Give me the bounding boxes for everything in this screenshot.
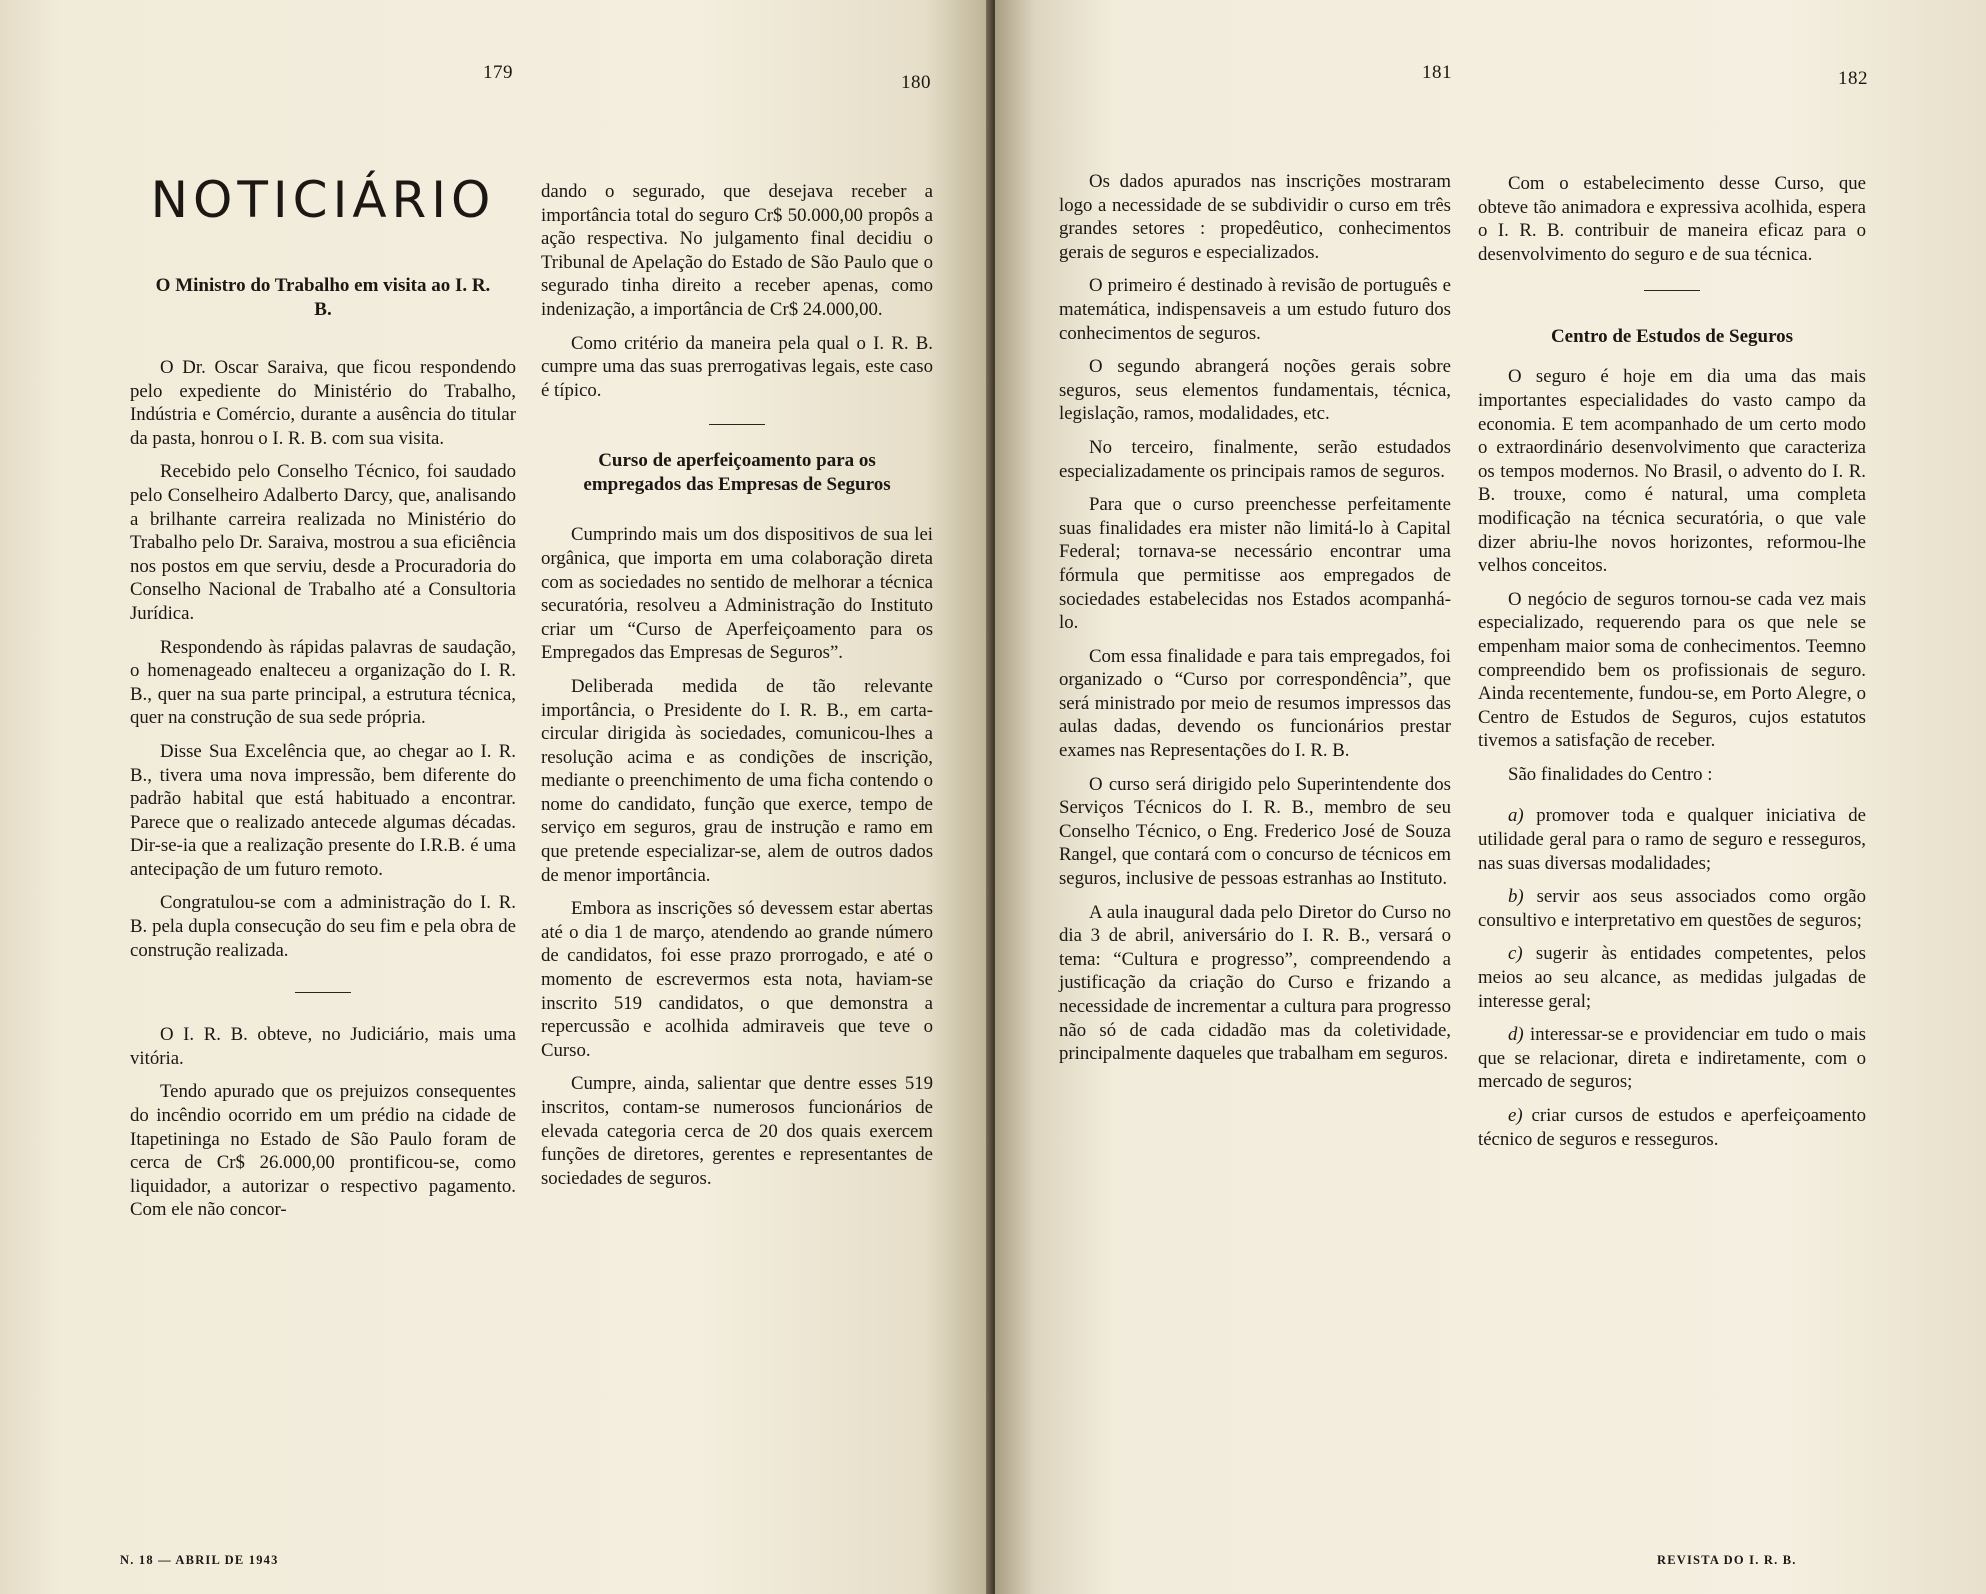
- page-number-180: 180: [901, 72, 931, 93]
- list-item: [1478, 804, 1866, 875]
- list-item-letter: a): [1508, 805, 1524, 827]
- separator-rule: [709, 424, 765, 425]
- list-item-letter: b): [1508, 886, 1524, 908]
- column-2: [541, 180, 933, 1200]
- paragraph: Cumprindo mais um dos dispositivos de sua lei orgânica, que importa em uma colaboração direta com as sociedades no sentido de melhorar a técnica securatória, resolveu a Administração do Instituto criar um “Curso de Aperfeiçoamento para os Empregados das Empresas de Seguros”.: [541, 524, 933, 664]
- paragraph: Como critério da maneira pela qual o I. R. B. cumpre uma das suas prerrogativas legais, este caso é típico.: [541, 332, 933, 401]
- column-1: [130, 172, 516, 1232]
- list-item-text: promover toda e qualquer iniciativa de utilidade geral para o ramo de seguro e resseguros, nas suas diversas modalidades;: [1478, 805, 1866, 874]
- right-page: [995, 0, 1986, 1594]
- list-item-text: sugerir às entidades competentes, pelos meios ao seu alcance, as medidas julgadas de interesse geral;: [1478, 943, 1866, 1012]
- separator-rule: [1644, 290, 1700, 291]
- page-number-182: 182: [1838, 68, 1868, 89]
- paragraph: Tendo apurado que os prejuizos consequentes do incêndio ocorrido em um prédio na cidade de Itapetininga no Estado de São Paulo foram de cerca de Cr$ 26.000,00 prontificou-se, como liquidador, a autorizar o respectivo pagamento. Com ele não concor-: [130, 1081, 516, 1221]
- column-3: [1059, 170, 1451, 1076]
- list-item: [1478, 1023, 1866, 1094]
- paragraph: Embora as inscrições só devessem estar abertas até o dia 1 de março, atendendo ao grande número de candidatos, foi esse prazo prorrogado, e até o momento de escrevermos esta nota, haviam-se inscrito 519 candidatos, o que demonstra a repercussão e acolhida admiraveis que teve o Curso.: [541, 898, 933, 1061]
- footer-journal: REVISTA DO I. R. B.: [1657, 1553, 1797, 1567]
- paragraph: Congratulou-se com a administração do I. R. B. pela dupla consecução do seu fim e pela obra de construção realizada.: [130, 892, 516, 961]
- section-title-ministro: O Ministro do Trabalho em visita ao I. R. B.: [155, 275, 491, 320]
- column-4: [1478, 172, 1866, 1161]
- page-number-179: 179: [483, 62, 513, 83]
- list-item-letter: d): [1508, 1024, 1524, 1046]
- paragraph: O negócio de seguros tornou-se cada vez mais especializado, requerendo para os que nele se empenham maior soma de conhecimentos. Teemno compreendido bem os profissionais de seguro. Ainda recentemente, fundou-se, em Porto Alegre, o Centro de Estudos de Seguros, cujos estatutos tivemos a satisfação de receber.: [1478, 588, 1866, 752]
- page-number-181: 181: [1422, 62, 1452, 83]
- paragraph: O segundo abrangerá noções gerais sobre seguros, seus elementos fundamentais, técnica, legislação, ramos, modalidades, etc.: [1059, 356, 1451, 425]
- paragraph: Com o estabelecimento desse Curso, que obteve tão animadora e expressiva acolhida, espera o I. R. B. contribuir de maneira eficaz para o desenvolvimento do seguro e de sua técnica.: [1478, 173, 1866, 265]
- section-title-curso: Curso de aperfeiçoamento para os empregados das Empresas de Seguros: [583, 450, 891, 496]
- paragraph: Cumpre, ainda, salientar que dentre esses 519 inscritos, contam-se numerosos funcionários de elevada categoria cerca de 20 dos quais exercem funções de diretores, gerentes e representantes de sociedades de seguros.: [541, 1073, 933, 1189]
- paragraph: Recebido pelo Conselho Técnico, foi saudado pelo Conselheiro Adalberto Darcy, que, analisando a brilhante carreira realizada no Ministério do Trabalho pelo Dr. Saraiva, mostrou a sua eficiência nos postos em que serviu, desde a Procuradoria do Conselho Nacional de Trabalho até a Consultoria Jurídica.: [130, 461, 516, 624]
- footer-issue: N. 18 — ABRIL DE 1943: [120, 1553, 279, 1567]
- list-item-text: interessar-se e providenciar em tudo o mais que se relacionar, direta e indiretamente, com o mercado de seguros;: [1478, 1024, 1866, 1093]
- list-item-text: criar cursos de estudos e aperfeiçoamento técnico de seguros e resseguros.: [1478, 1105, 1866, 1150]
- paragraph: O I. R. B. obteve, no Judiciário, mais uma vitória.: [130, 1024, 516, 1069]
- paragraph: O Dr. Oscar Saraiva, que ficou respondendo pelo expediente do Ministério do Trabalho, Indústria e Comércio, durante a ausência do titular da pasta, honrou o I. R. B. com sua visita.: [130, 357, 516, 449]
- page-title: NOTICIÁRIO: [150, 171, 496, 229]
- paragraph: Respondendo às rápidas palavras de saudação, o homenageado enalteceu a organização do I. R. B., quer na sua parte principal, a estrutura técnica, quer na construção de sua sede própria.: [130, 636, 516, 729]
- list-item: [1478, 1104, 1866, 1151]
- paragraph-continuation: dando o segurado, que desejava receber a importância total do seguro Cr$ 50.000,00 propôs a ação respectiva. No julgamento final decidiu o Tribunal de Apelação do Estado de São Paulo que o segurado tinha direito a receber apenas, como indenização, a importância de Cr$ 24.000,00.: [541, 181, 933, 320]
- section-title-centro: Centro de Estudos de Seguros: [1550, 326, 1794, 348]
- paragraph: Com essa finalidade e para tais empregados, foi organizado o “Curso por correspondência”, que será ministrado por meio de resumos impressos das aulas dadas, devendo os funcionários prestar exames nas Representações do I. R. B.: [1059, 645, 1451, 762]
- list-item: [1478, 942, 1866, 1013]
- list-item-text: servir aos seus associados como orgão consultivo e interpretativo em questões de seguros;: [1478, 886, 1866, 931]
- paragraph: Disse Sua Excelência que, ao chegar ao I. R. B., tivera uma nova impressão, bem diferente do padrão habital que está habituado a encontrar. Parece que o realizado antecede algumas décadas. Dir-se-ia que a realização presente do I.R.B. é uma antecipação de um futuro remoto.: [130, 740, 516, 880]
- paragraph: Deliberada medida de tão relevante importância, o Presidente do I. R. B., em carta-circular dirigida às sociedades, comunicou-lhes a resolução acima e as condições de inscrição, mediante o preenchimento de uma ficha contendo o nome do candidato, função que exerce, tempo de serviço em seguros, grau de instrução e ramo em que pretende especializar-se, alem de outros dados de menor importância.: [541, 675, 933, 886]
- paragraph: O curso será dirigido pelo Superintendente dos Serviços Técnicos do I. R. B., membro de seu Conselho Técnico, o Eng. Frederico José de Souza Rangel, que contará com o concurso de técnicos em seguros, inclusive de pessoas estranhas ao Instituto.: [1059, 773, 1451, 890]
- list-item-letter: c): [1508, 943, 1523, 965]
- paragraph: O seguro é hoje em dia uma das mais importantes especialidades do vasto campo da economia. E tem acompanhado de um certo modo o extraordinário desenvolvimento que caracteriza os tempos modernos. No Brasil, o advento do I. R. B. trouxe, como é natural, uma completa modificação na técnica securatória, o que vale dizer abriu-lhe novos horizontes, reformou-lhe velhos conceitos.: [1478, 366, 1866, 577]
- separator-rule: [295, 992, 351, 993]
- paragraph: São finalidades do Centro :: [1508, 763, 1713, 785]
- paragraph: O primeiro é destinado à revisão de português e matemática, indispensaveis a um estudo futuro dos conhecimentos de seguros.: [1059, 275, 1451, 344]
- paragraph: A aula inaugural dada pelo Diretor do Curso no dia 3 de abril, aniversário do I. R. B., versará o tema: “Cultura e progresso”, compreendendo a justificação da criação do Curso e frizando a necessidade de incrementar a cultura para progresso não só de cada cidadão mas da coletividade, principalmente daqueles que trabalham em seguros.: [1059, 901, 1451, 1065]
- list-item: [1478, 885, 1866, 932]
- paragraph: No terceiro, finalmente, serão estudados especializadamente os principais ramos de seguros.: [1059, 436, 1451, 482]
- paragraph: Os dados apurados nas inscrições mostraram logo a necessidade de se subdividir o curso em três grandes setores : propedêutico, conhecimentos gerais de seguros e especializados.: [1059, 171, 1451, 263]
- list-item-letter: e): [1508, 1105, 1523, 1126]
- paragraph: Para que o curso preenchesse perfeitamente suas finalidades era mister não limitá-lo à Capital Federal; tornava-se necessário encontrar uma fórmula que permitisse aos empregados de sociedades estabelecidas nos Estados acompanhá-lo.: [1059, 494, 1451, 634]
